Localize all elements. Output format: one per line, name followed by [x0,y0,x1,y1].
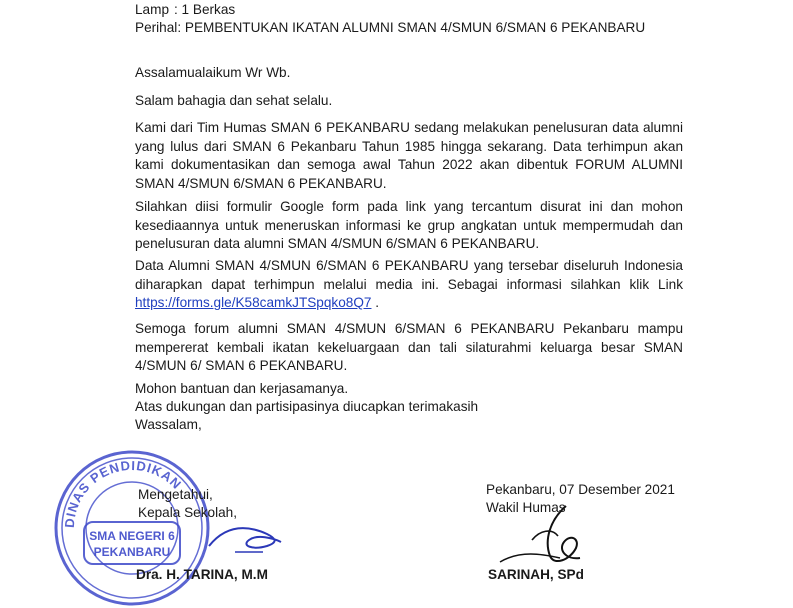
stamp-ring-text: DINAS PENDIDIKAN [61,457,185,529]
paragraph-1: Kami dari Tim Humas SMAN 6 PEKANBARU sedang melakukan penelusuran data alumni yang lulus dari SMAN 6 Pekanbaru Tahun 1985 hingga sekarang. Data terhimpun akan kami dokumentasikan dan semoga awal Tahun 2022 akan dibentuk FORUM ALUMNI SMAN 4/SMUN 6/SMAN 6 PEKANBARU. [135,120,683,191]
stamp-line-1: SMA NEGERI 6 [89,529,175,543]
link-suffix: . [375,295,380,311]
google-form-link[interactable]: https://forms.gle/K58camkJTSpqko8Q7 [135,295,372,311]
paragraph-3 [135,257,683,313]
wakil-humas-name: SARINAH, SPd [488,567,584,582]
wakil-humas-signature [480,500,600,576]
sign-left-1: Mengetahui, [138,487,213,502]
salutation: Salam bahagia dan sehat selalu. [135,93,333,108]
greeting: Assalamualaikum Wr Wb. [135,65,291,80]
paragraph-3-text: Data Alumni SMAN 4/SMUN 6/SMAN 6 PEKANBARU yang tersebar diseluruh Indonesia diharapkan dapat terhimpun melalui media ini. Sebagai informasi silahkan klik Link [135,258,683,292]
school-stamp [52,448,212,608]
perihal-label: Perihal [135,20,178,35]
closing-1: Mohon bantuan dan kerjasamanya. [135,381,349,396]
lamp-value: : 1 Berkas [174,2,236,17]
closing-3: Wassalam, [135,417,202,432]
closing-2: Atas dukungan dan partisipasinya diucapkan terimakasih [135,399,479,414]
sign-date: Pekanbaru, 07 Desember 2021 [486,482,675,497]
lamp-label: Lamp [135,2,170,17]
headmaster-signature [205,516,285,556]
stamp-line-2: PEKANBARU [93,545,171,559]
paragraph-2: Silahkan diisi formulir Google form pada link yang tercantum disurat ini dan mohon kesediaannya untuk meneruskan informasi ke grup angkatan untuk mempermudah dan penelusuran data alumni SMAN 4/SMUN 6/SMAN 6 PEKANBARU. [135,199,683,252]
sign-title: Wakil Humas [486,500,566,515]
perihal-value: : PEMBENTUKAN IKATAN ALUMNI SMAN 4/SMUN 6/SMAN 6 PEKANBARU [177,20,646,35]
sign-left-2: Kepala Sekolah, [138,505,238,520]
lamp-line [135,1,236,19]
paragraph-4: Semoga forum alumni SMAN 4/SMUN 6/SMAN 6 PEKANBARU Pekanbaru mampu mempererat kembali ikatan kekeluargaan dan tali silaturahmi keluarga besar SMAN 4/SMUN 6/ SMAN 6 PEKANBARU. [135,321,683,374]
headmaster-name: Dra. H. TARINA, M.M [136,567,268,582]
perihal-line [135,19,645,37]
